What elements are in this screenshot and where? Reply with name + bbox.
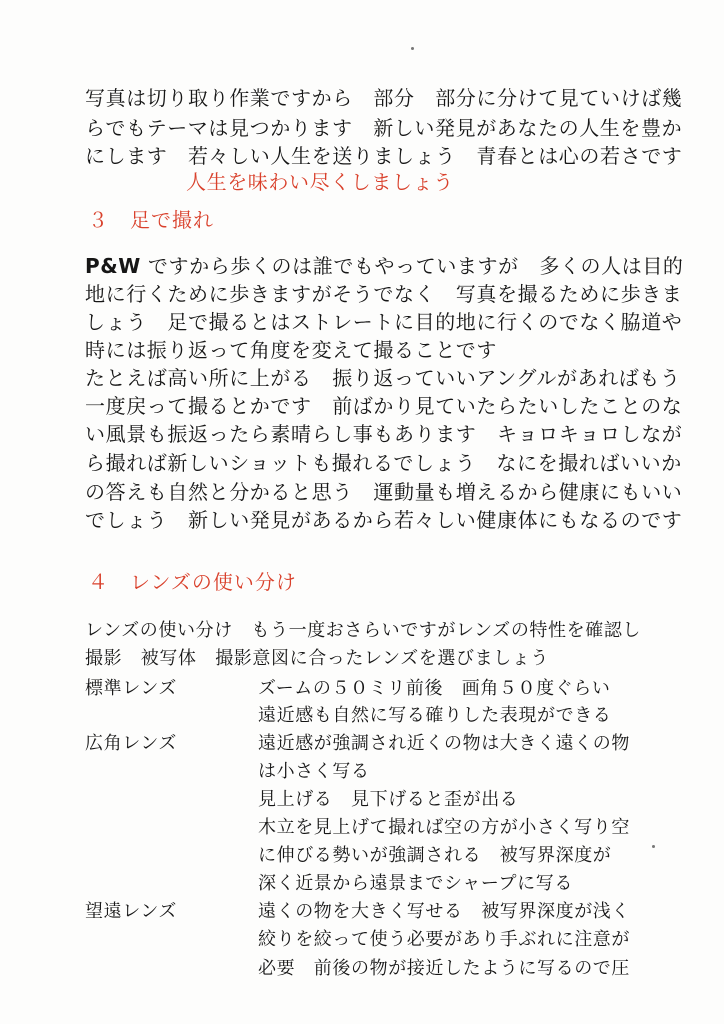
intro-line-2: らでもテーマは見つかります 新しい発見があなたの人生を豊か bbox=[85, 116, 683, 140]
lens-desc-wide-6: 深く近景から遠景までシャープに写る bbox=[258, 873, 573, 894]
lens-desc-telephoto-2: 絞りを絞って使う必要があり手ぶれに注意が bbox=[258, 929, 630, 950]
section3-heading: ３ 足で撮れ bbox=[88, 208, 214, 232]
section3-line-4: 時には振り返って角度を変えて撮ることです bbox=[85, 338, 497, 362]
lens-desc-standard-2: 遠近感も自然に写る確りした表現ができる bbox=[258, 705, 612, 726]
section4-intro-line-2: 撮影 被写体 撮影意図に合ったレンズを選びましょう bbox=[85, 648, 550, 669]
lens-desc-wide-2: は小さく写る bbox=[258, 761, 370, 782]
lens-name-telephoto: 望遠レンズ bbox=[85, 901, 178, 922]
section3-line-8: ら撮れば新しいショットも撮れるでしょう なにを撮ればいいか bbox=[85, 451, 682, 475]
lens-desc-telephoto-3: 必要 前後の物が接近したように写るので圧 bbox=[258, 958, 630, 979]
lens-name-standard: 標準レンズ bbox=[85, 678, 178, 699]
lens-desc-wide-3: 見上げる 見下げると歪が出る bbox=[258, 789, 519, 810]
lens-desc-telephoto-1: 遠くの物を大きく写せる 被写界深度が浅く bbox=[258, 901, 630, 922]
section4-heading: ４ レンズの使い分け bbox=[88, 570, 297, 594]
lens-desc-standard-1: ズームの５０ミリ前後 画角５０度ぐらい bbox=[258, 678, 611, 699]
section3-line-5: たとえば高い所に上がる 振り返っていいアングルがあればもう bbox=[85, 366, 681, 390]
scan-speck bbox=[411, 47, 414, 50]
lens-desc-wide-4: 木立を見上げて撮れば空の方が小さく写り空 bbox=[258, 817, 630, 838]
section3-lead: P&W bbox=[85, 254, 141, 278]
section3-line-3: しょう 足で撮るとはストレートに目的地に行くのでなく脇道や bbox=[85, 310, 683, 334]
intro-line-3: にします 若々しい人生を送りましょう 青春とは心の若さです bbox=[85, 144, 683, 168]
lens-desc-wide-5: に伸びる勢いが強調される 被写界深度が bbox=[258, 845, 612, 866]
scan-speck bbox=[652, 845, 655, 848]
section4-intro-line-1: レンズの使い分け もう一度おさらいですがレンズの特性を確認し bbox=[85, 620, 642, 641]
section3-line-7: い風景も振返ったら素晴らし事もあります キョロキョロしなが bbox=[85, 422, 683, 446]
section3-line-2: 地に行くために歩きますがそうでなく 写真を撮るために歩きま bbox=[85, 282, 683, 306]
section3-line-9: の答えも自然と分かると思う 運動量も増えるから健康にもいい bbox=[85, 480, 683, 504]
section3-line-1 bbox=[85, 252, 684, 280]
lens-desc-wide-1: 遠近感が強調され近くの物は大きく遠くの物 bbox=[258, 733, 630, 754]
section3-line-6: 一度戻って撮るとかです 前ばかり見ていたらたいしたことのな bbox=[85, 394, 683, 418]
lens-name-wide: 広角レンズ bbox=[85, 733, 178, 754]
intro-line-1: 写真は切り取り作業ですから 部分 部分に分けて見ていけば幾 bbox=[85, 86, 683, 110]
intro-highlight: 人生を味わい尽くしましょう bbox=[186, 170, 454, 194]
section3-line-1-text: ですから歩くのは誰でもやっていますが 多くの人は目的 bbox=[140, 254, 684, 278]
section3-line-10: でしょう 新しい発見があるから若々しい健康体にもなるのです bbox=[85, 508, 683, 532]
